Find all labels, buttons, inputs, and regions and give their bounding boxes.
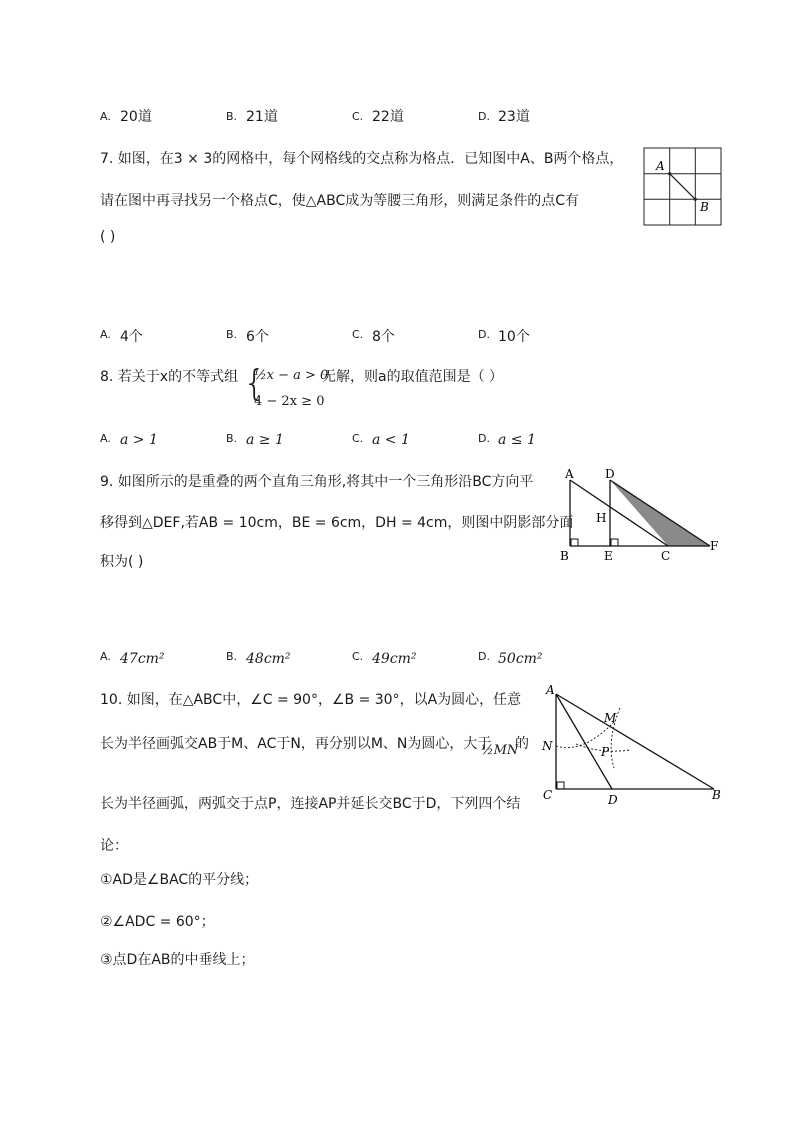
q8-option-b-letter: B. — [226, 432, 238, 445]
label-b: B — [700, 200, 709, 214]
label-a: A — [656, 159, 665, 173]
q8-option-c: a < 1 — [372, 432, 410, 448]
arc-mn — [556, 722, 614, 748]
label-b: B — [712, 788, 721, 802]
q9-option-b-letter: B. — [226, 650, 238, 663]
segment-ab — [556, 694, 714, 789]
q6-option-c: 22道 — [372, 109, 404, 125]
q8-prefix: 8. 若关于x的不等式组 — [100, 369, 239, 385]
q8-option-a-letter: A. — [100, 432, 111, 445]
q6-option-b-letter: B. — [226, 110, 238, 123]
q10-conclusion-2: ②∠ADC = 60°； — [100, 914, 215, 930]
point-a — [668, 172, 671, 175]
right-angle-b — [571, 539, 578, 546]
label-e: E — [604, 549, 613, 563]
q6-option-c-letter: C. — [352, 110, 364, 123]
label-d: D — [605, 467, 615, 481]
q10-conclusion-3: ③点D在AB的中垂线上； — [100, 952, 255, 968]
q10-line-2-end: 的 — [515, 736, 529, 752]
q9-option-b: 48cm² — [246, 651, 291, 667]
label-c: C — [543, 788, 553, 802]
q9-option-c-letter: C. — [352, 650, 364, 663]
q9-line-1: 9. 如图所示的是重叠的两个直角三角形,将其中一个三角形沿BC方向平 — [100, 474, 534, 490]
q10-line-4: 论： — [100, 838, 128, 854]
q9-line-3: 积为( ) — [100, 554, 144, 570]
q7-option-c: 8个 — [372, 329, 395, 345]
q8-option-d: a ≤ 1 — [498, 432, 536, 448]
q6-option-d-letter: D. — [478, 110, 490, 123]
q7-option-d-letter: D. — [478, 328, 490, 341]
q9-option-d: 50cm² — [498, 651, 543, 667]
right-angle-c — [557, 782, 564, 789]
label-h: H — [596, 511, 607, 525]
q8-option-d-letter: D. — [478, 432, 490, 445]
label-d: D — [608, 793, 618, 807]
q7-option-a-letter: A. — [100, 328, 111, 341]
segment-ad — [556, 694, 612, 789]
label-f: F — [710, 539, 719, 553]
q8-option-a: a > 1 — [120, 432, 158, 448]
label-a: A — [546, 683, 555, 697]
label-p: P — [601, 745, 610, 759]
q9-option-d-letter: D. — [478, 650, 490, 663]
q9-line-2: 移得到△DEF,若AB = 10cm，BE = 6cm，DH = 4cm，则图中阴影部分面 — [100, 515, 574, 531]
q8-option-c-letter: C. — [352, 432, 364, 445]
q9-option-a-letter: A. — [100, 650, 111, 663]
q7-line-2: 请在图中再寻找另一个格点C，使△ABC成为等腰三角形，则满足条件的点C有 — [100, 193, 580, 209]
q8-suffix: 无解，则a的取值范围是（ ） — [322, 369, 504, 385]
q9-triangles-figure — [556, 466, 732, 566]
label-a: A — [565, 467, 574, 481]
q10-conclusion-1: ①AD是∠BAC的平分线； — [100, 872, 259, 888]
label-n: N — [542, 739, 553, 753]
q6-option-a-letter: A. — [100, 110, 111, 123]
q8-brace: { — [243, 363, 266, 404]
q10-line-1: 10. 如图，在△ABC中，∠C = 90°，∠B = 30°，以A为圆心，任意 — [100, 692, 522, 708]
q7-option-b: 6个 — [246, 329, 269, 345]
q8-inequality-2: 4 − 2x ≥ 0 — [254, 394, 325, 409]
q6-option-a: 20道 — [120, 109, 152, 125]
q9-option-c: 49cm² — [372, 651, 417, 667]
q7-answer-blank: ( ) — [100, 229, 116, 245]
q9-option-a: 47cm² — [120, 651, 165, 667]
point-b — [694, 198, 697, 201]
label-b: B — [560, 549, 569, 563]
segment-ab — [670, 174, 696, 200]
q7-option-b-letter: B. — [226, 328, 238, 341]
q8-option-b: a ≥ 1 — [246, 432, 284, 448]
q7-line-1: 7. 如图，在3 × 3的网格中，每个网格线的交点称为格点．已知图中A、B两个格点， — [100, 151, 624, 167]
q7-option-a: 4个 — [120, 329, 143, 345]
q10-line-3: 长为半径画弧，两弧交于点P，连接AP并延长交BC于D，下列四个结 — [100, 796, 521, 812]
q6-option-b: 21道 — [246, 109, 278, 125]
q6-option-d: 23道 — [498, 109, 530, 125]
q10-triangle-figure — [538, 682, 728, 808]
label-c: C — [661, 549, 671, 563]
q7-option-c-letter: C. — [352, 328, 364, 341]
q7-option-d: 10个 — [498, 329, 530, 345]
q10-fraction: ½MN — [481, 743, 519, 758]
q8-inequality-1: ½x − a > 0 — [254, 368, 329, 383]
q7-grid-figure — [640, 144, 726, 230]
q10-line-2: 长为半径画弧交AB于M、AC于N，再分别以M、N为圆心，大于 — [100, 736, 492, 752]
label-m: M — [604, 711, 617, 725]
